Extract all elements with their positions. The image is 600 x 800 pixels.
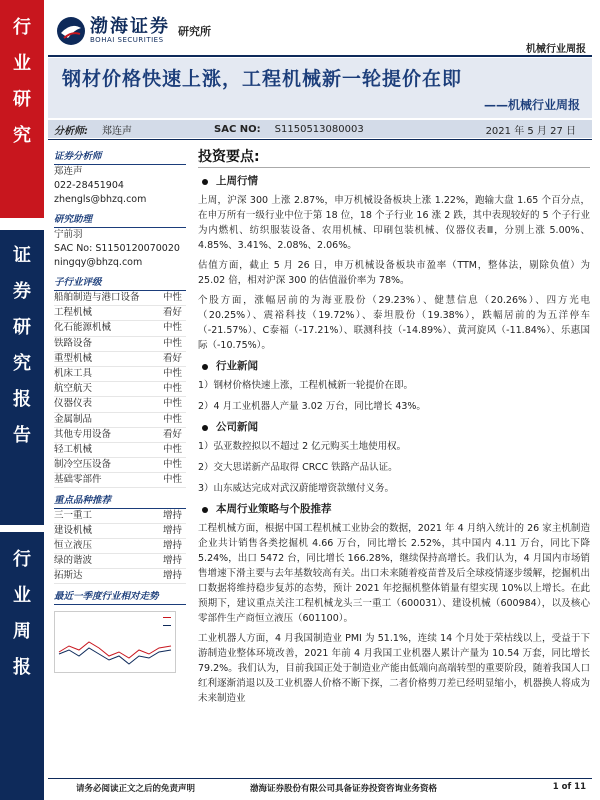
row-name: 建设机械 (54, 524, 136, 539)
row-name: 仪器仪表 (54, 397, 158, 412)
news-item: 1）钢材价格快速上涨，工程机械新一轮提价在即。 (198, 380, 414, 391)
news-item: 1）弘亚数控拟以不超过 2 亿元购买土地使用权。 (198, 441, 407, 452)
paragraph: 上周，沪深 300 上涨 2.87%，申万机械设备板块上涨 1.22%，跑输大盘 1.65 个百分点，在申万所有一级行业中位于第 18 位，18 个子行业 16 涨 2 跌，其中表现较好的 5 个子行业为内燃机、纺织服装设备、农用机械、印刷包装机械、仪器仪表Ⅲ，分别上涨 5.00%、4.85%、3.41%、2.08%、2.06%。 (198, 195, 590, 251)
sidebar-char: 证 (13, 245, 31, 266)
paragraph: 个股方面，涨幅居前的为海亚股份（29.23%）、健慧信息（20.26%）、四方光电（20.25%）、震裕科技（19.72%）、泰坦股份（19.38%），跌幅居前的为五洋停车（-21.57%）、C泰福（-17.21%）、联测科技（-14.89%）、黄河旋风（-11.84%）、乐惠国际（-10.75%）。 (198, 295, 590, 351)
table-row (54, 458, 186, 473)
sidebar-char: 研 (13, 317, 31, 338)
table-row (54, 473, 186, 488)
divider (48, 139, 592, 140)
sidebar-middle (0, 230, 44, 525)
row-name: 化石能源机械 (54, 321, 158, 336)
row-rating: 增持 (136, 554, 186, 569)
left-column (54, 146, 186, 673)
row-rating: 中性 (158, 382, 186, 397)
row-name: 航空航天 (54, 382, 158, 397)
row-name: 船舶制造与港口设备 (54, 291, 158, 306)
sidebar-char: 券 (13, 281, 31, 302)
recommend-heading: 重点品种推荐 (54, 494, 186, 509)
divider (48, 778, 592, 779)
logo-text-en: BOHAI SECURITIES (90, 36, 164, 44)
table-row (54, 321, 186, 336)
table-row (54, 539, 186, 554)
sidebar-char: 究 (13, 353, 31, 374)
title-box (48, 58, 592, 118)
sidebar-char: 周 (13, 621, 31, 642)
row-rating: 中性 (158, 442, 186, 457)
row-name: 拓斯达 (54, 569, 136, 584)
news-item: 2）交大思诺新产品取得 CRCC 铁路产品认证。 (198, 462, 398, 473)
bullet-icon (202, 179, 208, 185)
row-name: 重型机械 (54, 351, 158, 366)
bullet-icon (202, 507, 208, 513)
row-rating: 增持 (136, 524, 186, 539)
recommend-table (54, 509, 186, 584)
row-rating: 中性 (158, 321, 186, 336)
table-row (54, 524, 186, 539)
table-row (54, 336, 186, 351)
bullet-heading: 行业新闻 (198, 359, 590, 374)
footer-disclaimer: 请务必阅读正文之后的免责声明 (76, 784, 196, 794)
page-number: 1 of 11 (552, 782, 586, 792)
bullet-icon (202, 425, 208, 431)
sidebar-char: 行 (13, 549, 31, 570)
row-name: 工程机械 (54, 306, 158, 321)
news-item: 2）4 月工业机器人产量 3.02 万台，同比增长 43%。 (198, 401, 426, 412)
trend-line-industry (59, 642, 171, 658)
analyst-heading: 证券分析师 (54, 150, 186, 165)
footer-qualification: 渤海证券股份有限公司具备证券投资咨询业务资格 (250, 784, 438, 794)
row-rating: 中性 (158, 291, 186, 306)
sidebar-char: 行 (13, 17, 31, 38)
assistant-sac: SAC No: S1150120070020 (54, 243, 180, 254)
table-row (54, 412, 186, 427)
row-name: 制冷空压设备 (54, 458, 158, 473)
analyst-email[interactable]: zhengls@bhzq.com (54, 194, 147, 205)
bullet-heading: 上周行情 (198, 174, 590, 189)
page-title: 钢材价格快速上涨，工程机械新一轮提价在即 (62, 68, 463, 90)
sidebar-bottom (0, 532, 44, 800)
row-rating: 增持 (136, 569, 186, 584)
row-rating: 看好 (158, 427, 186, 442)
analyst-phone: 022-28451904 (54, 180, 124, 191)
bullet-heading: 公司新闻 (198, 420, 590, 435)
news-item: 3）山东威达完成对武汉蔚能增资款缴付义务。 (198, 483, 395, 494)
institute-label: 研究所 (178, 25, 211, 38)
doc-type: 机械行业周报 (526, 44, 586, 55)
row-rating: 中性 (158, 336, 186, 351)
main-content (198, 150, 590, 711)
bullet-heading: 本周行业策略与个股推荐 (198, 502, 590, 517)
row-rating: 看好 (158, 306, 186, 321)
logo-mark-icon (56, 16, 86, 46)
company-logo (56, 14, 211, 48)
chart-legend (163, 614, 173, 630)
row-name: 机床工具 (54, 366, 158, 381)
sac-label: SAC NO: (214, 123, 261, 135)
paragraph: 工业机器人方面，4 月我国制造业 PMI 为 51.1%，连续 14 个月处于荣枯线以上，受益于下游制造业整体环境改善，2021 年前 4 月我国工业机器人累计产量为 10.54 万套，同比增长 79.2%。我们认为，目前我国正处于制造业产能由低端向高端转型的重要阶段，随着我国人口红利逐渐消退以及工业机器人价格不断下探，二者价格剪刀差已经明显缩小，机器换人将成为未来制造业 (198, 633, 590, 704)
table-row (54, 366, 186, 381)
paragraph: 估值方面，截止 5 月 26 日，申万机械设备板块市盈率（TTM，整体法，剔除负值）为 25.02 倍，相对沪深 300 的估值溢价率为 78%。 (198, 260, 590, 286)
row-rating: 中性 (158, 458, 186, 473)
row-name: 绿的谐波 (54, 554, 136, 569)
row-name: 其他专用设备 (54, 427, 158, 442)
sidebar-char: 报 (13, 389, 31, 410)
assistant-email[interactable]: ningqy@bhzq.com (54, 257, 143, 268)
table-row (54, 442, 186, 457)
row-rating: 增持 (136, 509, 186, 524)
ratings-heading: 子行业评级 (54, 276, 186, 291)
table-row (54, 306, 186, 321)
row-rating: 中性 (158, 366, 186, 381)
row-rating: 中性 (158, 412, 186, 427)
row-name: 铁路设备 (54, 336, 158, 351)
trend-chart-svg (55, 612, 175, 672)
analyst-name: 郑连声 (102, 125, 132, 137)
row-rating: 看好 (158, 351, 186, 366)
trend-heading: 最近一季度行业相对走势 (54, 590, 186, 605)
logo-text-cn: 渤海证券 (90, 16, 170, 37)
table-row (54, 397, 186, 412)
sidebar-char: 告 (13, 425, 31, 446)
paragraph: 工程机械方面，根据中国工程机械工业协会的数据，2021 年 4 月纳入统计的 26 家主机制造企业共计销售各类挖掘机 4.66 万台，同比增长 2.52%，其中国内 4.11 万台，同比下降 5.24%，出口 5472 台，同比增长 166.28%，继续保持高增长。我们认为，4 月国内市场销售增速下滑主要与去年基数较高有关。出口未来随着疫苗普及后全球疫情逐步缓解，挖掘机出口数据将维持稳步复苏的态势，预计 2021 年挖掘机整体销量有望实现 10%以上增长。在此预期下，建议重点关注工程机械龙头三一重工（600031）、建设机械（600984），以及核心零部件生产商恒立液压（601100）。 (198, 523, 590, 624)
table-row (54, 382, 186, 397)
row-name: 三一重工 (54, 509, 136, 524)
sidebar-char: 究 (13, 125, 31, 146)
assistant-name: 宁前羽 (54, 229, 83, 240)
sidebar-char: 研 (13, 89, 31, 110)
sidebar-top (0, 0, 44, 218)
table-row (54, 291, 186, 306)
table-row (54, 509, 186, 524)
sac-number: S1150513080003 (274, 123, 364, 135)
sidebar-char: 报 (13, 657, 31, 678)
assistant-heading: 研究助理 (54, 213, 186, 228)
table-row (54, 427, 186, 442)
analyst-label: 分析师: (54, 125, 88, 137)
section-heading: 投资要点: (198, 150, 590, 168)
page-subtitle: ——机械行业周报 (483, 98, 580, 112)
row-name: 金属制品 (54, 412, 158, 427)
table-row (54, 351, 186, 366)
sidebar-char: 业 (13, 53, 31, 74)
row-name: 轻工机械 (54, 442, 158, 457)
row-rating: 中性 (158, 473, 186, 488)
report-date: 2021 年 5 月 27 日 (485, 125, 576, 137)
row-rating: 增持 (136, 539, 186, 554)
divider (48, 55, 592, 57)
trend-chart (54, 611, 176, 673)
table-row (54, 554, 186, 569)
row-name: 恒立液压 (54, 539, 136, 554)
row-name: 基础零部件 (54, 473, 158, 488)
row-rating: 中性 (158, 397, 186, 412)
ratings-table (54, 291, 186, 488)
table-row (54, 569, 186, 584)
meta-bar (48, 120, 592, 138)
sidebar-char: 业 (13, 585, 31, 606)
analyst-name: 郑连声 (54, 166, 83, 177)
bullet-icon (202, 364, 208, 370)
